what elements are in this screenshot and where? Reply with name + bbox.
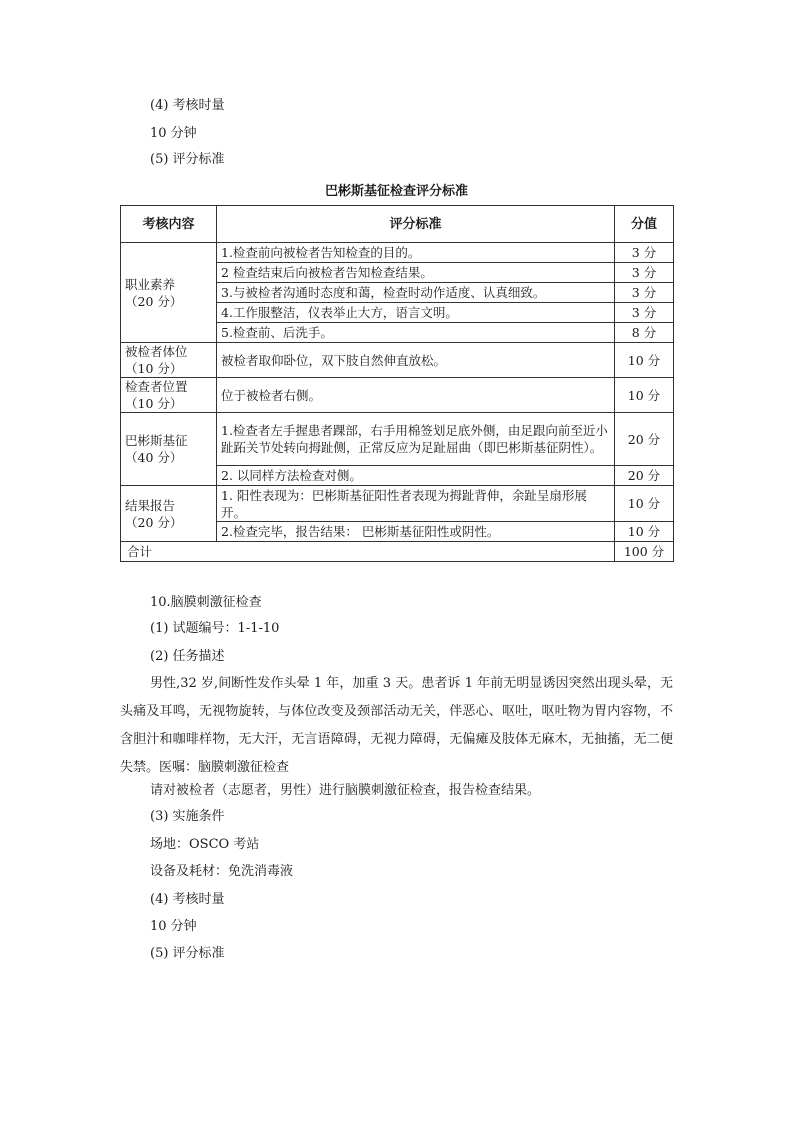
item2-line: (2) 任务描述 bbox=[150, 649, 225, 664]
item4-value-line: 10 分钟 bbox=[150, 919, 197, 934]
description-text: 男性,32 岁,间断性发作头晕 1 年，加重 3 天。患者诉 1 年前无明显诱因突然出现头晕，无头痛及耳鸣，无视物旋转，与体位改变及颈部活动无关，伴恶心、呕吐，呕吐物为胃内容物，不含胆汁和咖啡样物，无大汗，无言语障碍，无视力障碍，无偏瘫及肢体无麻木，无抽搐，无二便失禁。医嘱：脑膜刺激征检查 bbox=[120, 676, 673, 775]
header-criteria: 评分标准 bbox=[217, 206, 615, 243]
score-cell: 20 分 bbox=[615, 466, 674, 486]
criteria-cell: 1.检查前向被检者告知检查的目的。 bbox=[217, 243, 615, 263]
item4-line: (4) 考核时量 bbox=[150, 892, 225, 907]
table-title: 巴彬斯基征检查评分标准 bbox=[324, 184, 468, 199]
criteria-cell: 2 检查结束后向被检者告知检查结果。 bbox=[217, 263, 615, 283]
header-content: 考核内容 bbox=[121, 206, 217, 243]
score-cell: 10 分 bbox=[615, 486, 674, 522]
item3-line: (3) 实施条件 bbox=[150, 809, 225, 824]
total-label: 合计 bbox=[121, 542, 615, 562]
category-cell: 被检者体位 （10 分） bbox=[121, 343, 217, 378]
scoring-table bbox=[120, 205, 674, 562]
score-cell: 3 分 bbox=[615, 263, 674, 283]
table-row bbox=[121, 343, 674, 378]
equipment-line: 设备及耗材：免洗消毒液 bbox=[150, 864, 294, 879]
criteria-cell: 1. 阳性表现为：巴彬斯基征阳性者表现为拇趾背伸，余趾呈扇形展开。 bbox=[217, 486, 615, 522]
score-cell: 3 分 bbox=[615, 243, 674, 263]
item4-heading: (4) 考核时量 bbox=[150, 98, 225, 113]
table-row bbox=[121, 243, 674, 263]
item1-line: (1) 试题编号：1-1-10 bbox=[150, 621, 280, 636]
table-row bbox=[121, 413, 674, 466]
table-row bbox=[121, 378, 674, 413]
criteria-cell: 2.检查完毕，报告结果： 巴彬斯基征阳性或阴性。 bbox=[217, 522, 615, 542]
criteria-cell: 1.检查者左手握患者踝部，右手用棉签划足底外侧，由足跟向前至近小趾跖关节处转向拇趾侧，正常反应为足趾屈曲（即巴彬斯基征阴性）。 bbox=[217, 413, 615, 466]
category-cell: 结果报告 （20 分） bbox=[121, 486, 217, 542]
venue-line: 场地：OSCO 考站 bbox=[150, 837, 260, 852]
criteria-cell: 4.工作服整洁，仪表举止大方，语言文明。 bbox=[217, 303, 615, 323]
table-header-row bbox=[121, 206, 674, 243]
score-cell: 10 分 bbox=[615, 522, 674, 542]
score-cell: 3 分 bbox=[615, 283, 674, 303]
criteria-cell: 5.检查前、后洗手。 bbox=[217, 323, 615, 343]
score-cell: 8 分 bbox=[615, 323, 674, 343]
score-cell: 10 分 bbox=[615, 343, 674, 378]
score-cell: 10 分 bbox=[615, 378, 674, 413]
request-line: 请对被检者（志愿者，男性）进行脑膜刺激征检查，报告检查结果。 bbox=[150, 783, 541, 798]
table-row bbox=[121, 486, 674, 522]
item5-line: (5) 评分标准 bbox=[150, 946, 225, 961]
item5-heading: (5) 评分标准 bbox=[150, 152, 225, 167]
item4-value: 10 分钟 bbox=[150, 126, 197, 141]
score-cell: 20 分 bbox=[615, 413, 674, 466]
header-score: 分值 bbox=[615, 206, 674, 243]
category-cell: 职业素养 （20 分） bbox=[121, 243, 217, 343]
criteria-cell: 被检者取仰卧位，双下肢自然伸直放松。 bbox=[217, 343, 615, 378]
criteria-cell: 位于被检者右侧。 bbox=[217, 378, 615, 413]
section-title: 10.脑膜刺激征检查 bbox=[150, 595, 262, 610]
category-cell: 检查者位置 （10 分） bbox=[121, 378, 217, 413]
score-cell: 3 分 bbox=[615, 303, 674, 323]
category-cell: 巴彬斯基征 （40 分） bbox=[121, 413, 217, 486]
task-description bbox=[120, 670, 673, 782]
total-row bbox=[121, 542, 674, 562]
total-score: 100 分 bbox=[615, 542, 674, 562]
criteria-cell: 2. 以同样方法检查对侧。 bbox=[217, 466, 615, 486]
criteria-cell: 3.与被检者沟通时态度和蔼，检查时动作适度、认真细致。 bbox=[217, 283, 615, 303]
